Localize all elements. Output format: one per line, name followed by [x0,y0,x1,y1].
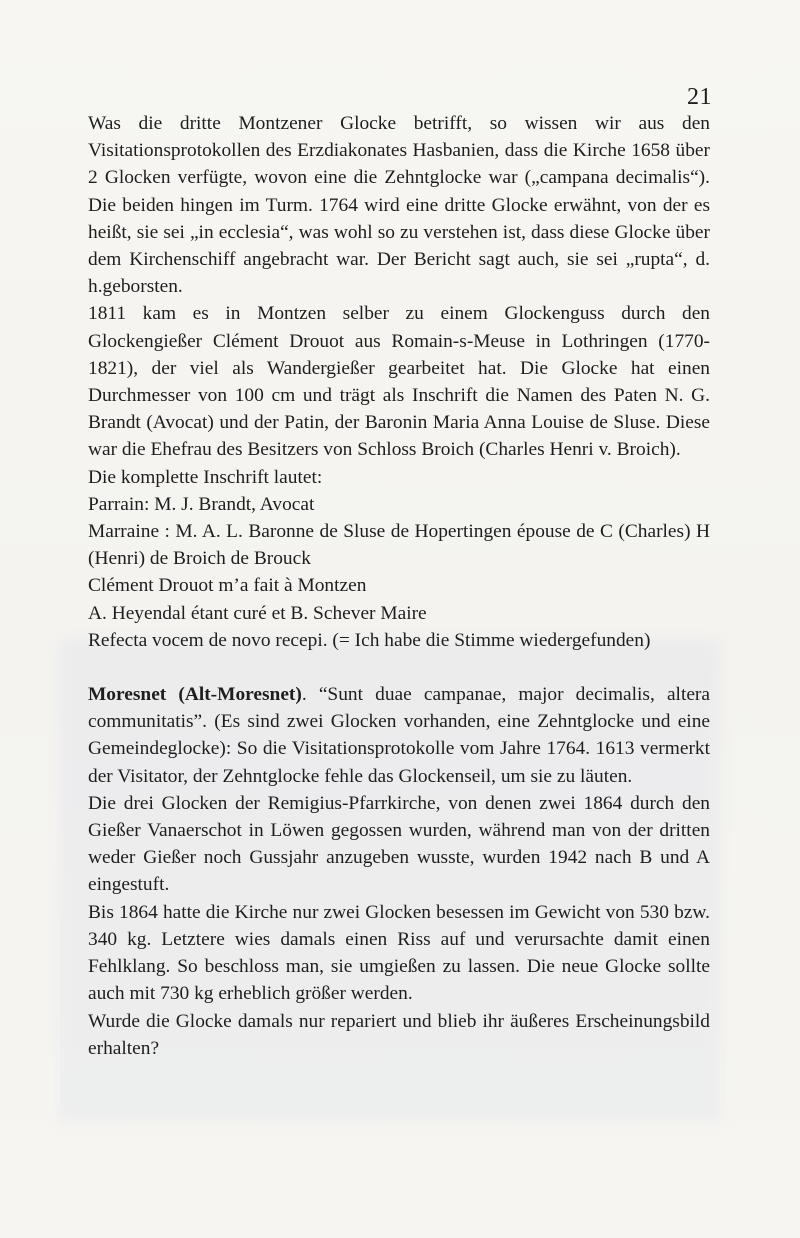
moresnet-heading: Moresnet (Alt-Moresnet) [88,684,302,706]
paragraph-gap [88,654,710,681]
paragraph-heyendal: A. Heyendal étant curé et B. Schever Maire [88,602,427,624]
page-number: 21 [687,84,712,110]
paragraph-drouot: Clément Drouot m’a fait à Montzen [88,575,367,597]
body-text [88,110,710,1062]
paragraph-remigius: Die drei Glocken der Remigius-Pfarrkirche, von denen zwei 1864 durch den Gießer Vanaerschot in Löwen gegossen wurden, während man von der dritten weder Gießer noch Gussjahr anzugeben wusste, wurden 1942 nach B und A eingestuft. [88,792,710,896]
moresnet-text: . “Sunt duae campanae, major decimalis, altera communitatis”. (Es sind zwei Glocken vorhanden, eine Zehntglocke und eine Gemeindeglocke): So die Visitationsprotokolle vom Jahre 1764. 1613 vermerkt der Visitator, der Zehntglocke fehle das Glockenseil, um sie zu läuten. [88,684,710,787]
paragraph-question: Wurde die Glocke damals nur repariert und blieb ihr äußeres Erscheinungsbild erhalten? [88,1010,710,1059]
paragraph-parrain: Parrain: M. J. Brandt, Avocat [88,493,315,515]
paragraph-marraine: Marraine : M. A. L. Baronne de Sluse de Hopertingen épouse de C (Charles) H (Henri) de Broich de Brouck [88,521,710,570]
paragraph-inscription-intro: Die komplette Inschrift lautet: [88,466,323,488]
paragraph-2: 1811 kam es in Montzen selber zu einem Glockenguss durch den Glockengießer Clément Drouot aus Romain-s-Meuse in Lothringen (1770-1821), der viel als Wandergießer gearbeitet hat. Die Glocke hat einen Durchmesser von 100 cm und trägt als Inschrift die Namen des Paten N. G. Brandt (Avocat) und der Patin, der Baronin Maria Anna Louise de Sluse. Diese war die Ehefrau des Besitzers von Schloss Broich (Charles Henri v. Broich). [88,303,710,461]
paragraph-1864: Bis 1864 hatte die Kirche nur zwei Glocken besessen im Gewicht von 530 bzw. 340 kg. Letztere wies damals einen Riss auf und verursachte damit einen Fehlklang. So beschloss man, sie umgießen zu lassen. Die neue Glocke sollte auch mit 730 kg erheblich größer werden. [88,901,710,1005]
paragraph-1: Was die dritte Montzener Glocke betrifft, so wissen wir aus den Visitationsprotokollen des Erzdiakonates Hasbanien, dass die Kirche 1658 über 2 Glocken verfügte, wovon eine die Zehntglocke war („campana decimalis“). Die beiden hingen im Turm. 1764 wird eine dritte Glocke erwähnt, von der es heißt, sie sei „in ecclesia“, was wohl so zu verstehen ist, dass diese Glocke über dem Kirchenschiff angebracht war. Der Bericht sagt auch, sie sei „rupta“, d. h.geborsten. [88,113,710,298]
paragraph-refecta: Refecta vocem de novo recepi. (= Ich habe die Stimme wiedergefunden) [88,629,651,651]
paragraph-moresnet [88,681,710,790]
